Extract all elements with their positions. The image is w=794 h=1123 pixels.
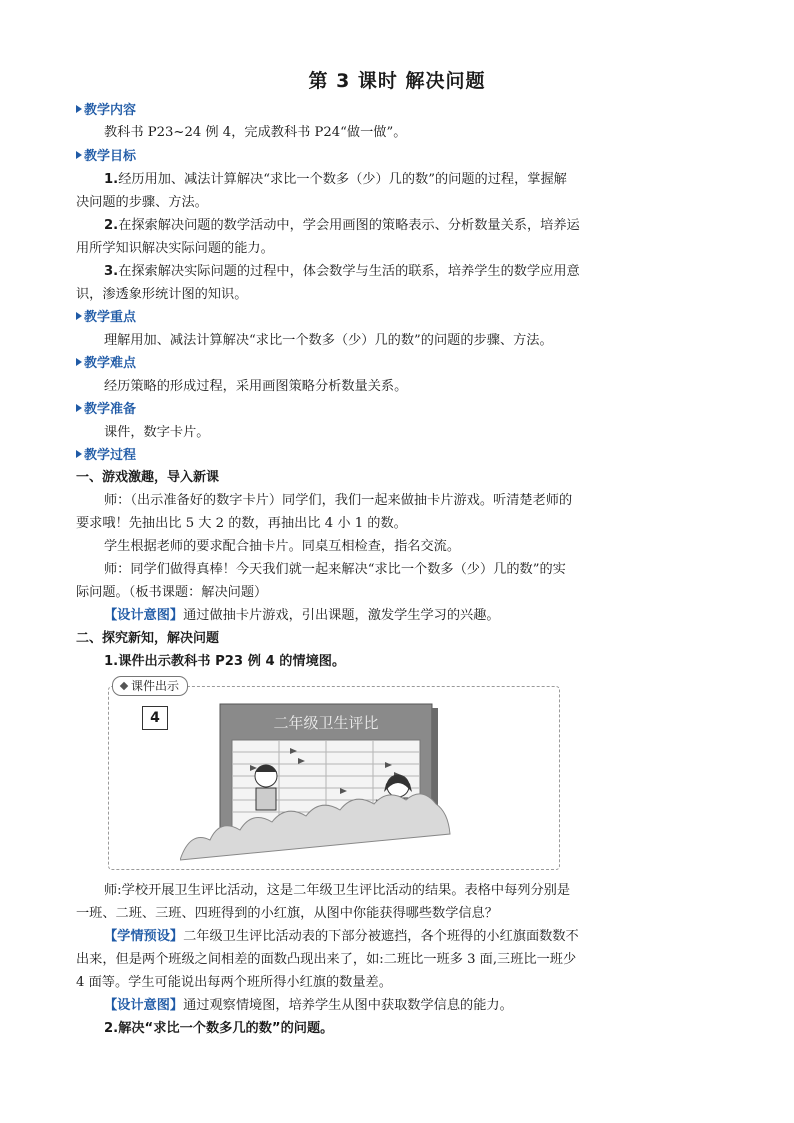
step-title: 解决“求比一个数多几的数”的问题。: [118, 1021, 334, 1036]
design-intent-tag: 【设计意图】: [104, 998, 184, 1013]
scene-illustration: [180, 700, 480, 865]
section-heading-process: [76, 447, 136, 465]
part-1-line-5: 际问题。（板书课题：解决问题）: [76, 585, 268, 600]
part-2-line-1: 师:学校开展卫生评比活动，这是二年级卫生评比活动的结果。表格中每列分别是: [104, 883, 571, 898]
triangle-bullet-icon: [76, 151, 82, 159]
goal-text: 经历用加、减法计算解决“求比一个数多（少）几的数”的问题的过程，掌握解: [118, 172, 567, 187]
part-1-line-2: 要求哦！先抽出比 5 大 2 的数，再抽出比 4 小 1 的数。: [76, 516, 407, 531]
part-1-heading: 一、游戏激趣，导入新课: [76, 470, 220, 485]
goal-3-line-1: [104, 263, 580, 281]
part-2-step-2: [104, 1020, 333, 1038]
key-text: 理解用加、减法计算解决“求比一个数多（少）几的数”的问题的步骤、方法。: [104, 333, 553, 348]
page-title: 第 3 课时 解决问题: [308, 70, 486, 92]
part-2-heading: 二、探究新知，解决问题: [76, 631, 220, 646]
goal-1-line-1: [104, 171, 567, 189]
part-2-step-1: [104, 653, 345, 671]
content-text: 教科书 P23~24 例 4，完成教科书 P24“做一做”。: [104, 125, 407, 140]
triangle-bullet-icon: [76, 312, 82, 320]
section-heading-difficulty: [76, 355, 136, 373]
part-1-line-4: 师：同学们做得真棒！今天我们就一起来解决“求比一个数多（少）几的数”的实: [104, 562, 566, 577]
preview-line-2: 出来，但是两个班级之间相差的面数凸现出来了，如:二班比一班多 3 面,三班比一班少: [76, 952, 577, 967]
step-number: 2.: [104, 1021, 119, 1036]
part-1-line-3: 学生根据老师的要求配合抽卡片。同桌互相检查，指名交流。: [104, 539, 461, 554]
boy-figure: [255, 765, 277, 810]
part-1-line-1: 师：（出示准备好的数字卡片）同学们，我们一起来做抽卡片游戏。听清楚老师的: [104, 493, 573, 508]
triangle-bullet-icon: [76, 450, 82, 458]
triangle-bullet-icon: [76, 105, 82, 113]
section-label: 教学难点: [84, 356, 137, 371]
preview-tag: 【学情预设】: [104, 929, 184, 944]
preview-text: 二年级卫生评比活动表的下部分被遮挡，各个班得的小红旗面数数不: [183, 929, 579, 944]
step-title: 课件出示教科书 P23 例 4 的情境图。: [118, 654, 346, 669]
section-heading-content: [76, 102, 136, 120]
section-label: 教学内容: [84, 103, 137, 118]
section-label: 教学准备: [84, 402, 137, 417]
figure-tag-label: 课件出示: [131, 679, 180, 693]
goal-2-line-1: [104, 217, 580, 235]
goal-number: 1.: [104, 172, 119, 187]
goal-number: 2.: [104, 218, 119, 233]
design-intent-2: [104, 997, 513, 1015]
triangle-bullet-icon: [76, 404, 82, 412]
design-intent-tag: 【设计意图】: [104, 608, 184, 623]
figure-tag: [112, 676, 188, 696]
section-label: 教学目标: [84, 149, 137, 164]
diamond-icon: [120, 682, 128, 690]
step-number: 1.: [104, 654, 119, 669]
design-intent-text: 通过做抽卡片游戏，引出课题，激发学生学习的兴趣。: [183, 608, 500, 623]
prep-text: 课件，数字卡片。: [104, 425, 210, 440]
section-label: 教学重点: [84, 310, 137, 325]
difficulty-text: 经历策略的形成过程，采用画图策略分析数量关系。: [104, 379, 408, 394]
goal-1-line-2: 决问题的步骤、方法。: [76, 195, 208, 210]
preview-line-1: [104, 928, 579, 946]
section-label: 教学过程: [84, 448, 137, 463]
section-heading-goals: [76, 148, 136, 166]
preview-line-3: 4 面等。学生可能说出每两个班所得小红旗的数量差。: [76, 975, 392, 990]
board-title: 二年级卫生评比: [273, 714, 379, 732]
goal-2-line-2: 用所学知识解决实际问题的能力。: [76, 241, 274, 256]
goal-3-line-2: 识，渗透象形统计图的知识。: [76, 287, 248, 302]
design-intent-1: [104, 607, 500, 625]
goal-number: 3.: [104, 264, 119, 279]
section-heading-prep: [76, 401, 136, 419]
design-intent-text: 通过观察情境图，培养学生从图中获取数学信息的能力。: [183, 998, 513, 1013]
triangle-bullet-icon: [76, 358, 82, 366]
goal-text: 在探索解决实际问题的过程中，体会数学与生活的联系，培养学生的数学应用意: [118, 264, 580, 279]
section-heading-key: [76, 309, 136, 327]
goal-text: 在探索解决问题的数学活动中，学会用画图的策略表示、分析数量关系，培养运: [118, 218, 580, 233]
part-2-line-2: 一班、二班、三班、四班得到的小红旗，从图中你能获得哪些数学信息？: [76, 906, 498, 921]
example-number-box: 4: [142, 706, 168, 730]
